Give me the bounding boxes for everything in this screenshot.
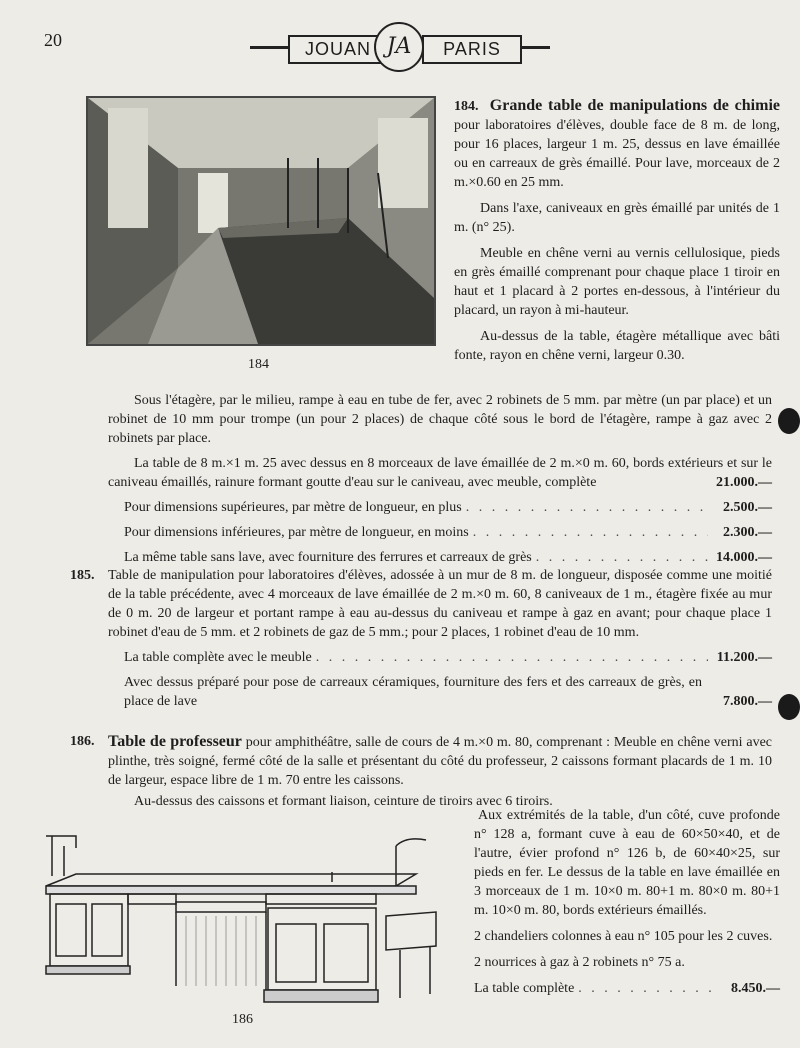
item-paragraph: Meuble en chêne verni au vernis cellulosique, pieds en grès émaillé comprenant pour chaque place 1 tiroir en haut et 1 placard à 2 portes en-dessous, à l'intérieur du placard, un rayon à mi-hauteur. [454, 246, 780, 318]
leader-dots [312, 648, 708, 667]
price: 2.500.— [723, 500, 772, 515]
price-label: Pour dimensions supérieures, par mètre de longueur, en plus [124, 500, 462, 515]
price-row [108, 648, 772, 667]
price-row [474, 979, 780, 998]
price: 11.200.— [716, 650, 772, 665]
price-row [108, 523, 772, 542]
price: 2.300.— [723, 525, 772, 540]
item-paragraph: La table de 8 m.×1 m. 25 avec dessus en 8 morceaux de lave émaillée de 2 m.×0 m. 60, bords extérieurs et sur le caniveau émaillés, rainure formant goutte d'eau sur le caniveau, avec meuble, complète [108, 456, 772, 490]
item-paragraph: Sous l'étagère, par le milieu, rampe à eau en tube de fer, avec 2 robinets de 5 mm. par mètre (un par place) et un robinet de 10 mm pour trompe (un pour 2 places) de chaque côté sous le bord de l'étagère, rampe à gaz avec 2 robinets par place. [108, 393, 772, 446]
item-paragraph: Dans l'axe, caniveaux en grès émaillé par unités de 1 m. (n° 25). [454, 201, 780, 235]
price-row [108, 673, 772, 711]
page-number: 20 [44, 30, 62, 50]
item-186-details [474, 806, 780, 998]
logo-monogram: JA [374, 22, 424, 72]
price: 14.000.— [716, 550, 772, 565]
price: 21.000.— [716, 475, 772, 490]
item-title: Table de professeur [108, 733, 242, 750]
price-label: La même table sans lave, avec fourniture des ferrures et carreaux de grès [124, 550, 532, 565]
price-label: Pour dimensions inférieures, par mètre de longueur, en moins [124, 525, 469, 540]
item-description: Table de manipulation pour laboratoires d'élèves, adossée à un mur de 8 m. de longueur, disposée comme une moitié de la table précédente, avec 4 morceaux de lave émaillée de 2 m.×0 m. 60, 8 caniveaux de 1 m., étagère fixée au mur de 0 m. 20 de largeur et portant rampe à eau au-dessus du caniveau et rampe à gaz en avant; pour chaque place 1 robinet d'eau de 5 mm. et 2 robinets de gaz de 5 mm.; pour 2 places, 1 robinet d'eau de 10 mm. [108, 568, 772, 640]
laboratory-photo [86, 96, 436, 346]
item-184-intro [454, 96, 780, 372]
professor-table-illustration [36, 826, 456, 1012]
professor-table-drawing [36, 826, 456, 1012]
item-description: pour amphithéâtre, salle de cours de 4 m.×0 m. 80, comprenant : Meuble en chêne verni avec plinthe, très soigné, fermé côté de la salle et présentant du côté du professeur, 2 caissons formant placards de 1 m. 10 de largeur, espace libre de 1 m. 70 entre les caissons. [108, 735, 772, 788]
item-title: Grande table de manipulations de chimie [489, 97, 780, 114]
brand-left: JOUAN [288, 35, 388, 64]
price-label: La table complète avec le meuble [124, 650, 312, 665]
drawing-caption: 186 [232, 1012, 253, 1027]
item-number: 186. [70, 734, 95, 749]
price-label: La table complète [474, 981, 575, 996]
price: 8.450.— [731, 981, 780, 996]
price-label: Avec dessus préparé pour pose de carreaux céramiques, fourniture des fers et des carreaux de grès, en place de lave [124, 675, 702, 709]
item-paragraph: 2 nourrices à gaz à 2 robinets n° 75 a. [474, 955, 685, 970]
laboratory-illustration [88, 98, 434, 344]
item-paragraph: Au-dessus des caissons et formant liaison, ceinture de tiroirs avec 6 tiroirs. [134, 794, 553, 809]
photo-caption: 184 [248, 357, 269, 372]
item-paragraph: Aux extrémités de la table, d'un côté, cuve profonde n° 128 a, formant cuve à eau de 60×50×40, et de l'autre, évier profond n° 126 b, de 60×40×25, sur pieds en fer. Le dessus de la table en lave émaillée en 3 morceaux de 1 m. 10×0 m. 80+1 m. 80×0 m. 80+1 m. 10×0 m. 80, bords extérieurs émaillés. [474, 808, 780, 918]
item-number: 184. [454, 99, 479, 114]
leader-dots [574, 979, 716, 998]
price-row [108, 548, 772, 567]
item-paragraph: 2 chandeliers colonnes à eau n° 105 pour les 2 cuves. [474, 929, 773, 944]
item-186 [70, 732, 772, 811]
binder-hole-icon [778, 408, 800, 434]
item-185 [70, 566, 772, 711]
page-header [250, 22, 550, 74]
brand-right: PARIS [422, 35, 522, 64]
leader-dots [532, 548, 708, 567]
price-row [108, 498, 772, 517]
item-paragraph: Au-dessus de la table, étagère métallique avec bâti fonte, rayon en chêne verni, largeur 0.30. [454, 329, 780, 363]
item-number: 185. [70, 568, 95, 583]
leader-dots [462, 498, 708, 517]
item-184-body [108, 391, 772, 567]
item-description: pour laboratoires d'élèves, double face de 8 m. de long, pour 16 places, largeur 1 m. 25, dessus en lave émaillée ou en carreaux de grès émaillé. Pour lave, morceaux de 2 m.×0.60 en 25 mm. [454, 118, 780, 190]
price: 7.800.— [723, 694, 772, 709]
binder-hole-icon [778, 694, 800, 720]
leader-dots [469, 523, 708, 542]
